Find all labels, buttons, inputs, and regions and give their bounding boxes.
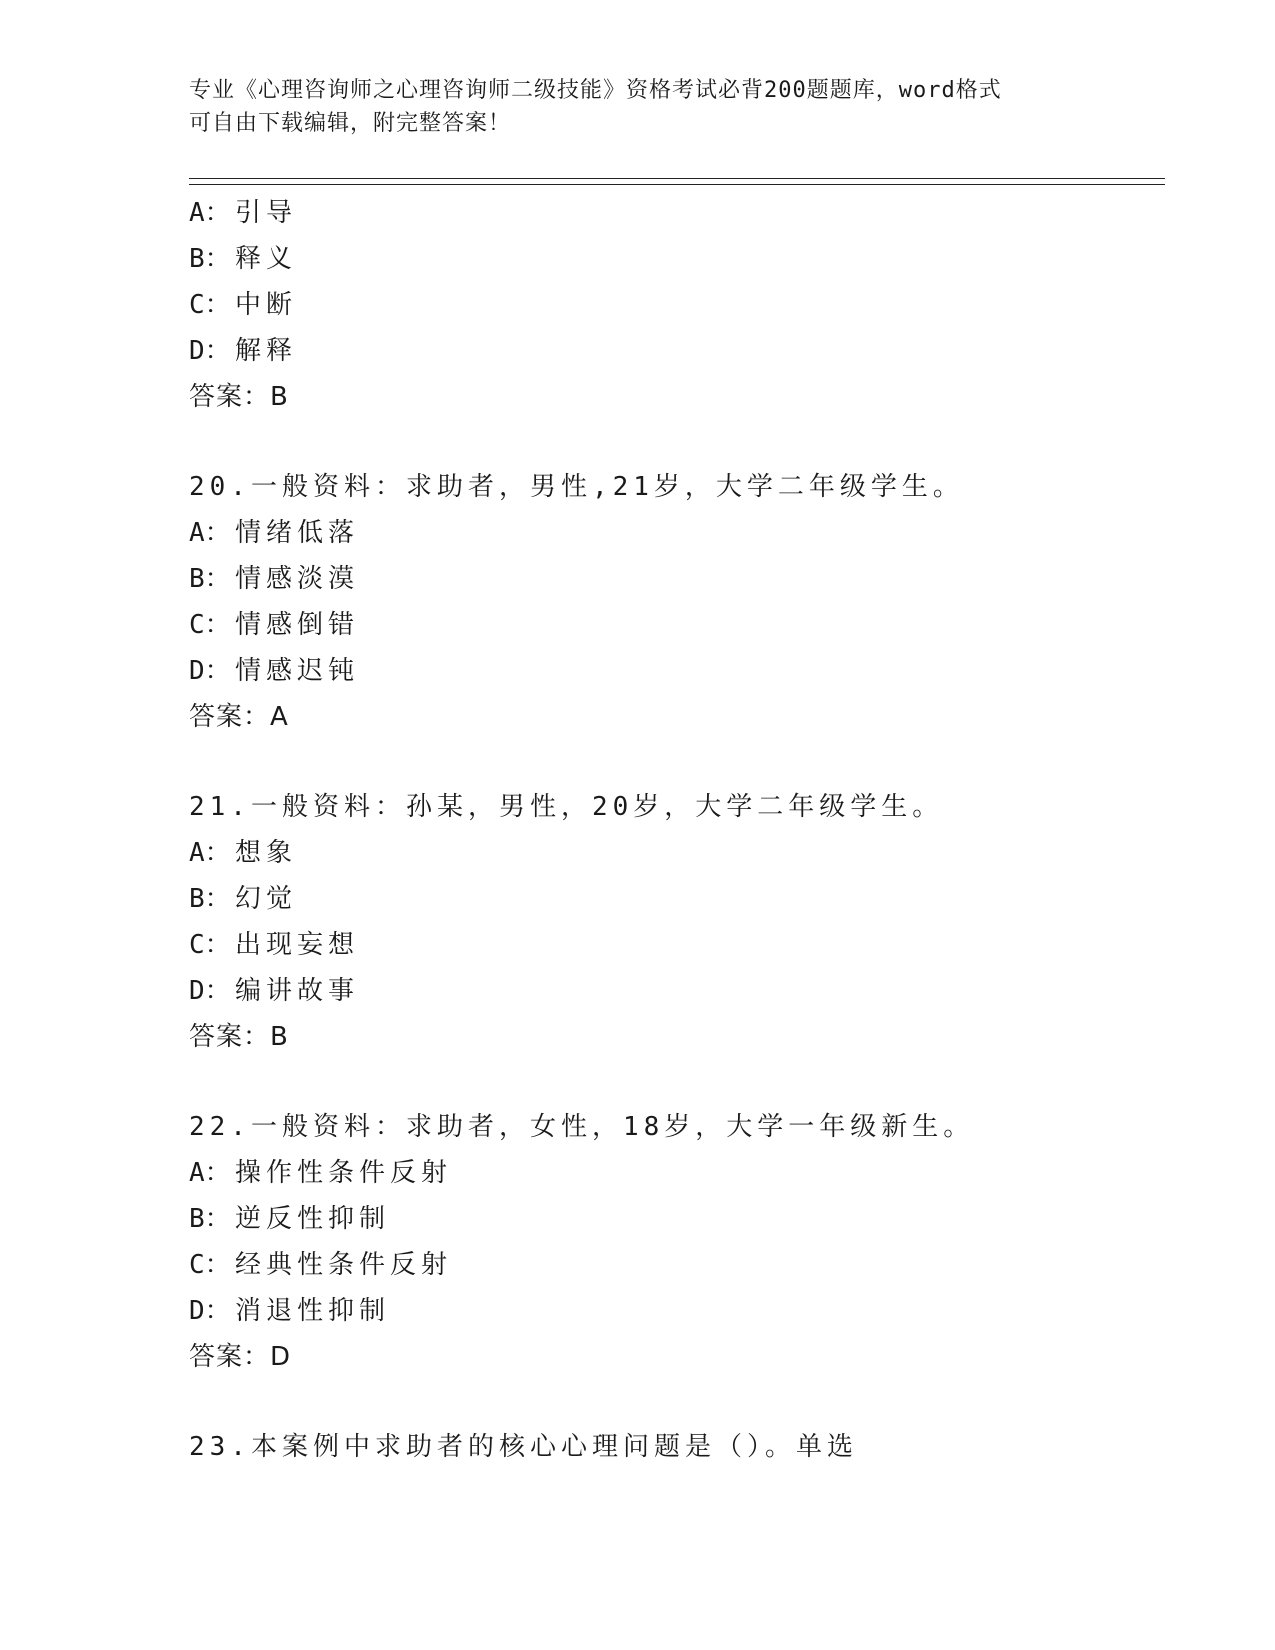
option-b [189, 556, 1149, 602]
option-b [189, 876, 1149, 922]
option-letter: B： [189, 1204, 231, 1234]
option-text: 情感淡漠 [235, 564, 360, 594]
option-b [189, 236, 1149, 282]
option-letter: B： [189, 884, 231, 914]
option-text: 想象 [235, 838, 298, 868]
option-text: 释义 [235, 244, 298, 274]
question-stem: 22.一般资料：求助者，女性，18岁，大学一年级新生。 [189, 1112, 975, 1142]
question-block-19 [189, 190, 1149, 420]
option-text: 引导 [235, 198, 298, 228]
option-letter: C： [189, 610, 231, 640]
option-letter: B： [189, 244, 231, 274]
option-letter: C： [189, 930, 231, 960]
option-letter: A： [189, 198, 231, 228]
document-header [189, 74, 1089, 140]
option-c [189, 282, 1149, 328]
option-letter: A： [189, 1158, 231, 1188]
option-text: 情绪低落 [235, 518, 360, 548]
option-d [189, 1288, 1149, 1334]
option-a [189, 830, 1149, 876]
answer-line: 答案：B [189, 382, 289, 412]
option-letter: B： [189, 564, 231, 594]
option-text: 出现妄想 [235, 930, 360, 960]
option-text: 解释 [235, 336, 298, 366]
option-a [189, 190, 1149, 236]
option-text: 情感迟钝 [235, 656, 360, 686]
option-letter: D： [189, 1296, 231, 1326]
question-block-22 [189, 1104, 1149, 1380]
option-b [189, 1196, 1149, 1242]
option-d [189, 328, 1149, 374]
option-letter: C： [189, 1250, 231, 1280]
option-a [189, 1150, 1149, 1196]
answer-line: 答案：B [189, 1022, 289, 1052]
option-d [189, 648, 1149, 694]
header-title-line-1: 专业《心理咨询师之心理咨询师二级技能》资格考试必背200题题库，word格式 [189, 78, 1002, 103]
answer-line: 答案：A [189, 702, 289, 732]
question-list [189, 190, 1149, 1470]
header-divider-top [189, 178, 1165, 179]
header-divider-bottom [189, 184, 1165, 185]
question-stem: 23.本案例中求助者的核心心理问题是（）。单选 [189, 1432, 858, 1462]
option-d [189, 968, 1149, 1014]
option-text: 操作性条件反射 [235, 1158, 453, 1188]
option-letter: A： [189, 838, 231, 868]
option-c [189, 922, 1149, 968]
option-c [189, 1242, 1149, 1288]
option-text: 情感倒错 [235, 610, 360, 640]
spacer [189, 1060, 1149, 1104]
option-c [189, 602, 1149, 648]
option-letter: D： [189, 336, 231, 366]
option-letter: D： [189, 976, 231, 1006]
option-text: 逆反性抑制 [235, 1204, 391, 1234]
option-text: 中断 [235, 290, 298, 320]
spacer [189, 1380, 1149, 1424]
question-block-21 [189, 784, 1149, 1060]
spacer [189, 420, 1149, 464]
option-text: 编讲故事 [235, 976, 360, 1006]
answer-line: 答案：D [189, 1342, 292, 1372]
question-block-23 [189, 1424, 1149, 1470]
option-letter: D： [189, 656, 231, 686]
header-title-line-2: 可自由下载编辑，附完整答案！ [189, 111, 512, 136]
question-stem: 20.一般资料：求助者，男性,21岁，大学二年级学生。 [189, 472, 964, 502]
option-letter: C： [189, 290, 231, 320]
option-text: 经典性条件反射 [235, 1250, 453, 1280]
option-letter: A： [189, 518, 231, 548]
question-stem: 21.一般资料：孙某，男性，20岁，大学二年级学生。 [189, 792, 944, 822]
option-a [189, 510, 1149, 556]
spacer [189, 740, 1149, 784]
question-block-20 [189, 464, 1149, 740]
option-text: 消退性抑制 [235, 1296, 391, 1326]
option-text: 幻觉 [235, 884, 298, 914]
